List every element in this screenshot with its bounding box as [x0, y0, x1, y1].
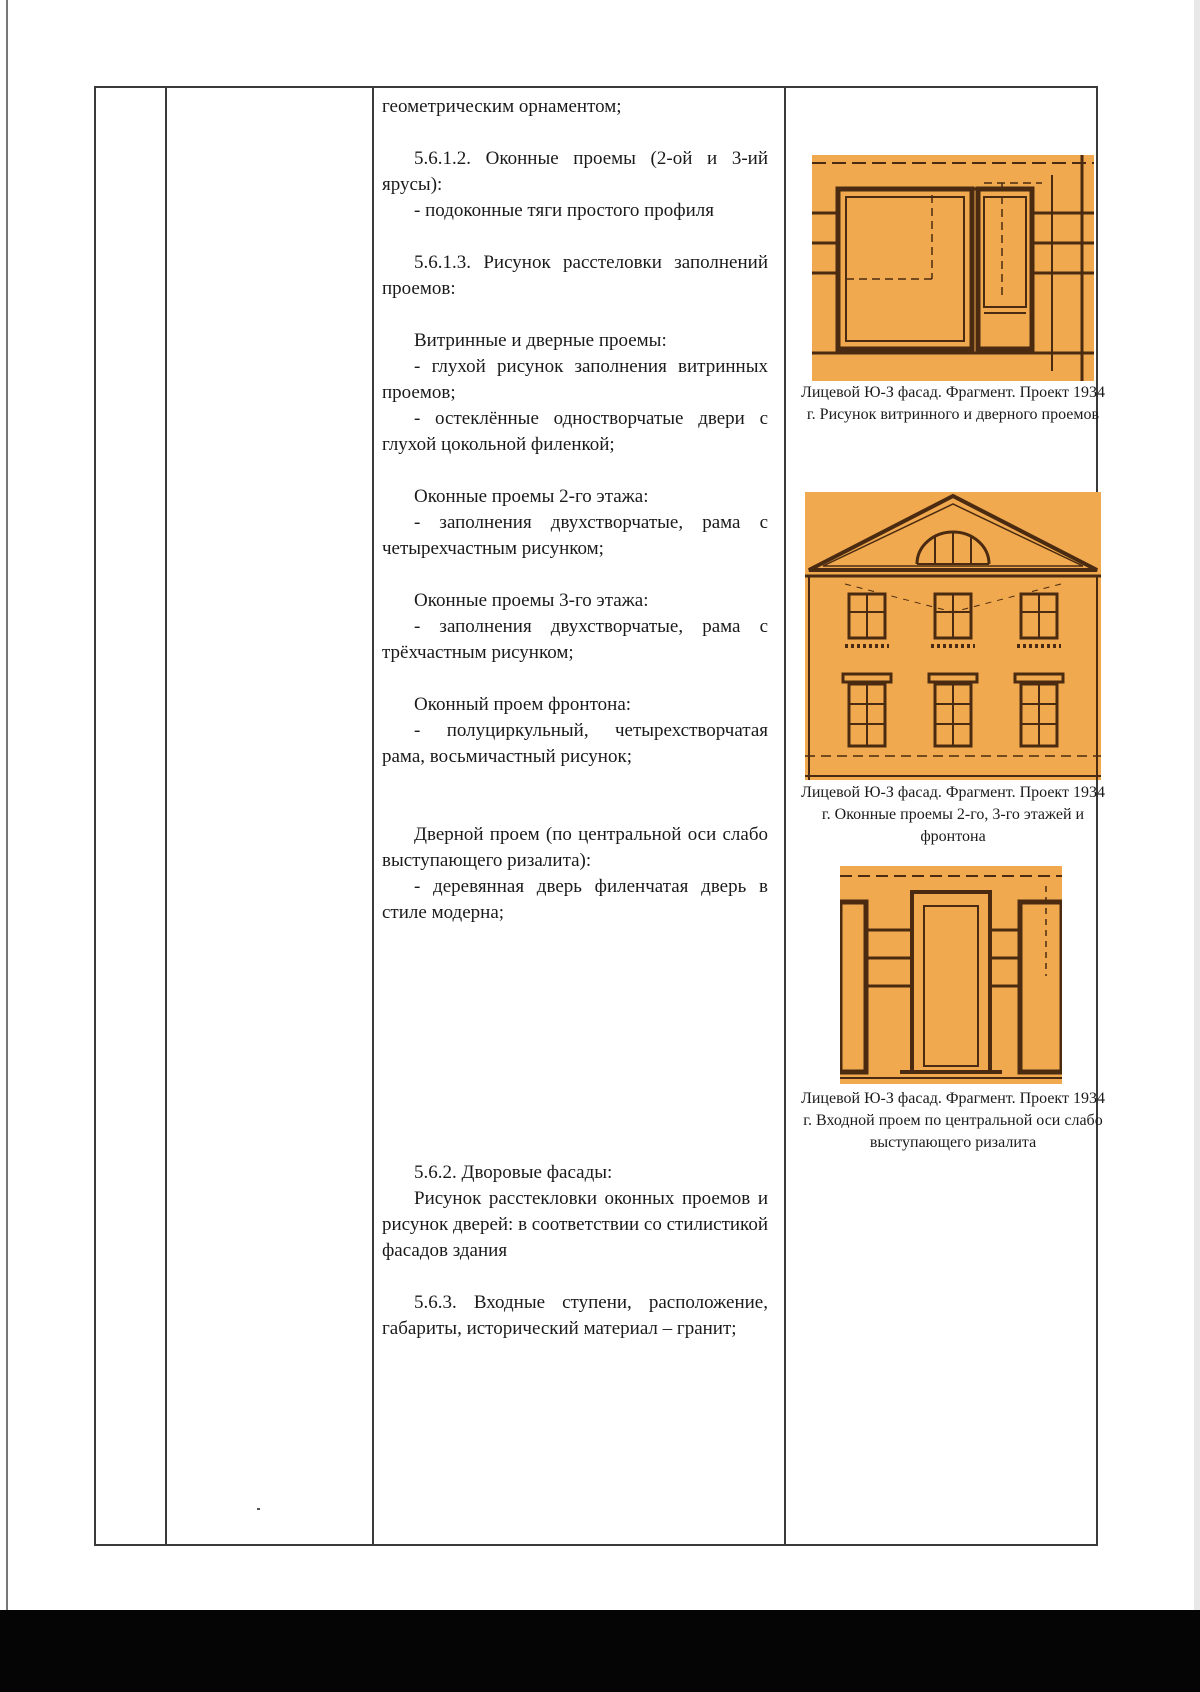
drawing-entrance-door	[840, 866, 1062, 1084]
list-item: - заполнения двухстворчатые, рама с трёхчастным рисунком;	[382, 616, 768, 663]
table-border-left	[94, 86, 96, 1546]
section-heading-5-6-1-2: 5.6.1.2. Оконные проемы (2-ой и 3-ий ярусы):	[382, 148, 768, 195]
text-paragraph: Рисунок расстекловки оконных проемов и рисунок дверей: в соответствии со стилистикой фасадов здания	[382, 1188, 768, 1261]
subheading-shop-windows: Витринные и дверные проемы:	[414, 330, 667, 351]
list-item: - подоконные тяги простого профиля	[414, 200, 714, 221]
subheading-second-floor-windows: Оконные проемы 2-го этажа:	[414, 486, 649, 507]
list-item: - остеклённые одностворчатые двери с глухой цокольной филенкой;	[382, 408, 768, 455]
scan-speck	[257, 1508, 260, 1510]
description-text-column	[382, 94, 768, 1342]
table-border-bottom	[94, 1544, 1098, 1546]
section-heading-5-6-3: 5.6.3. Входные ступени, расположение, габариты, исторический материал – гранит;	[382, 1292, 768, 1339]
subheading-pediment-window: Оконный проем фронтона:	[414, 694, 632, 715]
subheading-door-opening: Дверной проем (по центральной оси слабо выступающего ризалита):	[382, 824, 768, 871]
table-column-divider-1	[165, 86, 167, 1546]
subheading-third-floor-windows: Оконные проемы 3-го этажа:	[414, 590, 649, 611]
figure-caption-2: Лицевой Ю-З фасад. Фрагмент. Проект 1934 г. Оконные проемы 2-го, 3-го этажей и фронтона	[801, 784, 1105, 845]
table-column-divider-2	[372, 86, 374, 1546]
figure-caption-3: Лицевой Ю-З фасад. Фрагмент. Проект 1934 г. Входной проем по центральной оси слабо выступающего ризалита	[801, 1090, 1105, 1151]
scan-right-edge	[1194, 0, 1200, 1640]
list-item: - заполнения двухстворчатые, рама с четырехчастным рисунком;	[382, 512, 768, 559]
scan-left-edge	[6, 0, 8, 1640]
drawing-shopwindow-door	[812, 155, 1094, 381]
table-column-divider-3	[784, 86, 786, 1546]
figure-caption-1: Лицевой Ю-З фасад. Фрагмент. Проект 1934 г. Рисунок витринного и дверного проемов	[801, 384, 1105, 423]
drawing-facade-pediment	[805, 492, 1101, 780]
list-item: - полуциркульный, четырехстворчатая рама, восьмичастный рисунок;	[382, 720, 768, 767]
list-item: - деревянная дверь филенчатая дверь в стиле модерна;	[382, 876, 768, 923]
section-heading-5-6-1-3: 5.6.1.3. Рисунок расстеловки заполнений проемов:	[382, 252, 768, 299]
scan-bottom-bar	[0, 1610, 1200, 1692]
list-item: - глухой рисунок заполнения витринных проемов;	[382, 356, 768, 403]
table-border-top	[94, 86, 1098, 88]
text-paragraph: геометрическим орнаментом;	[382, 96, 622, 117]
section-heading-5-6-2: 5.6.2. Дворовые фасады:	[414, 1162, 613, 1183]
